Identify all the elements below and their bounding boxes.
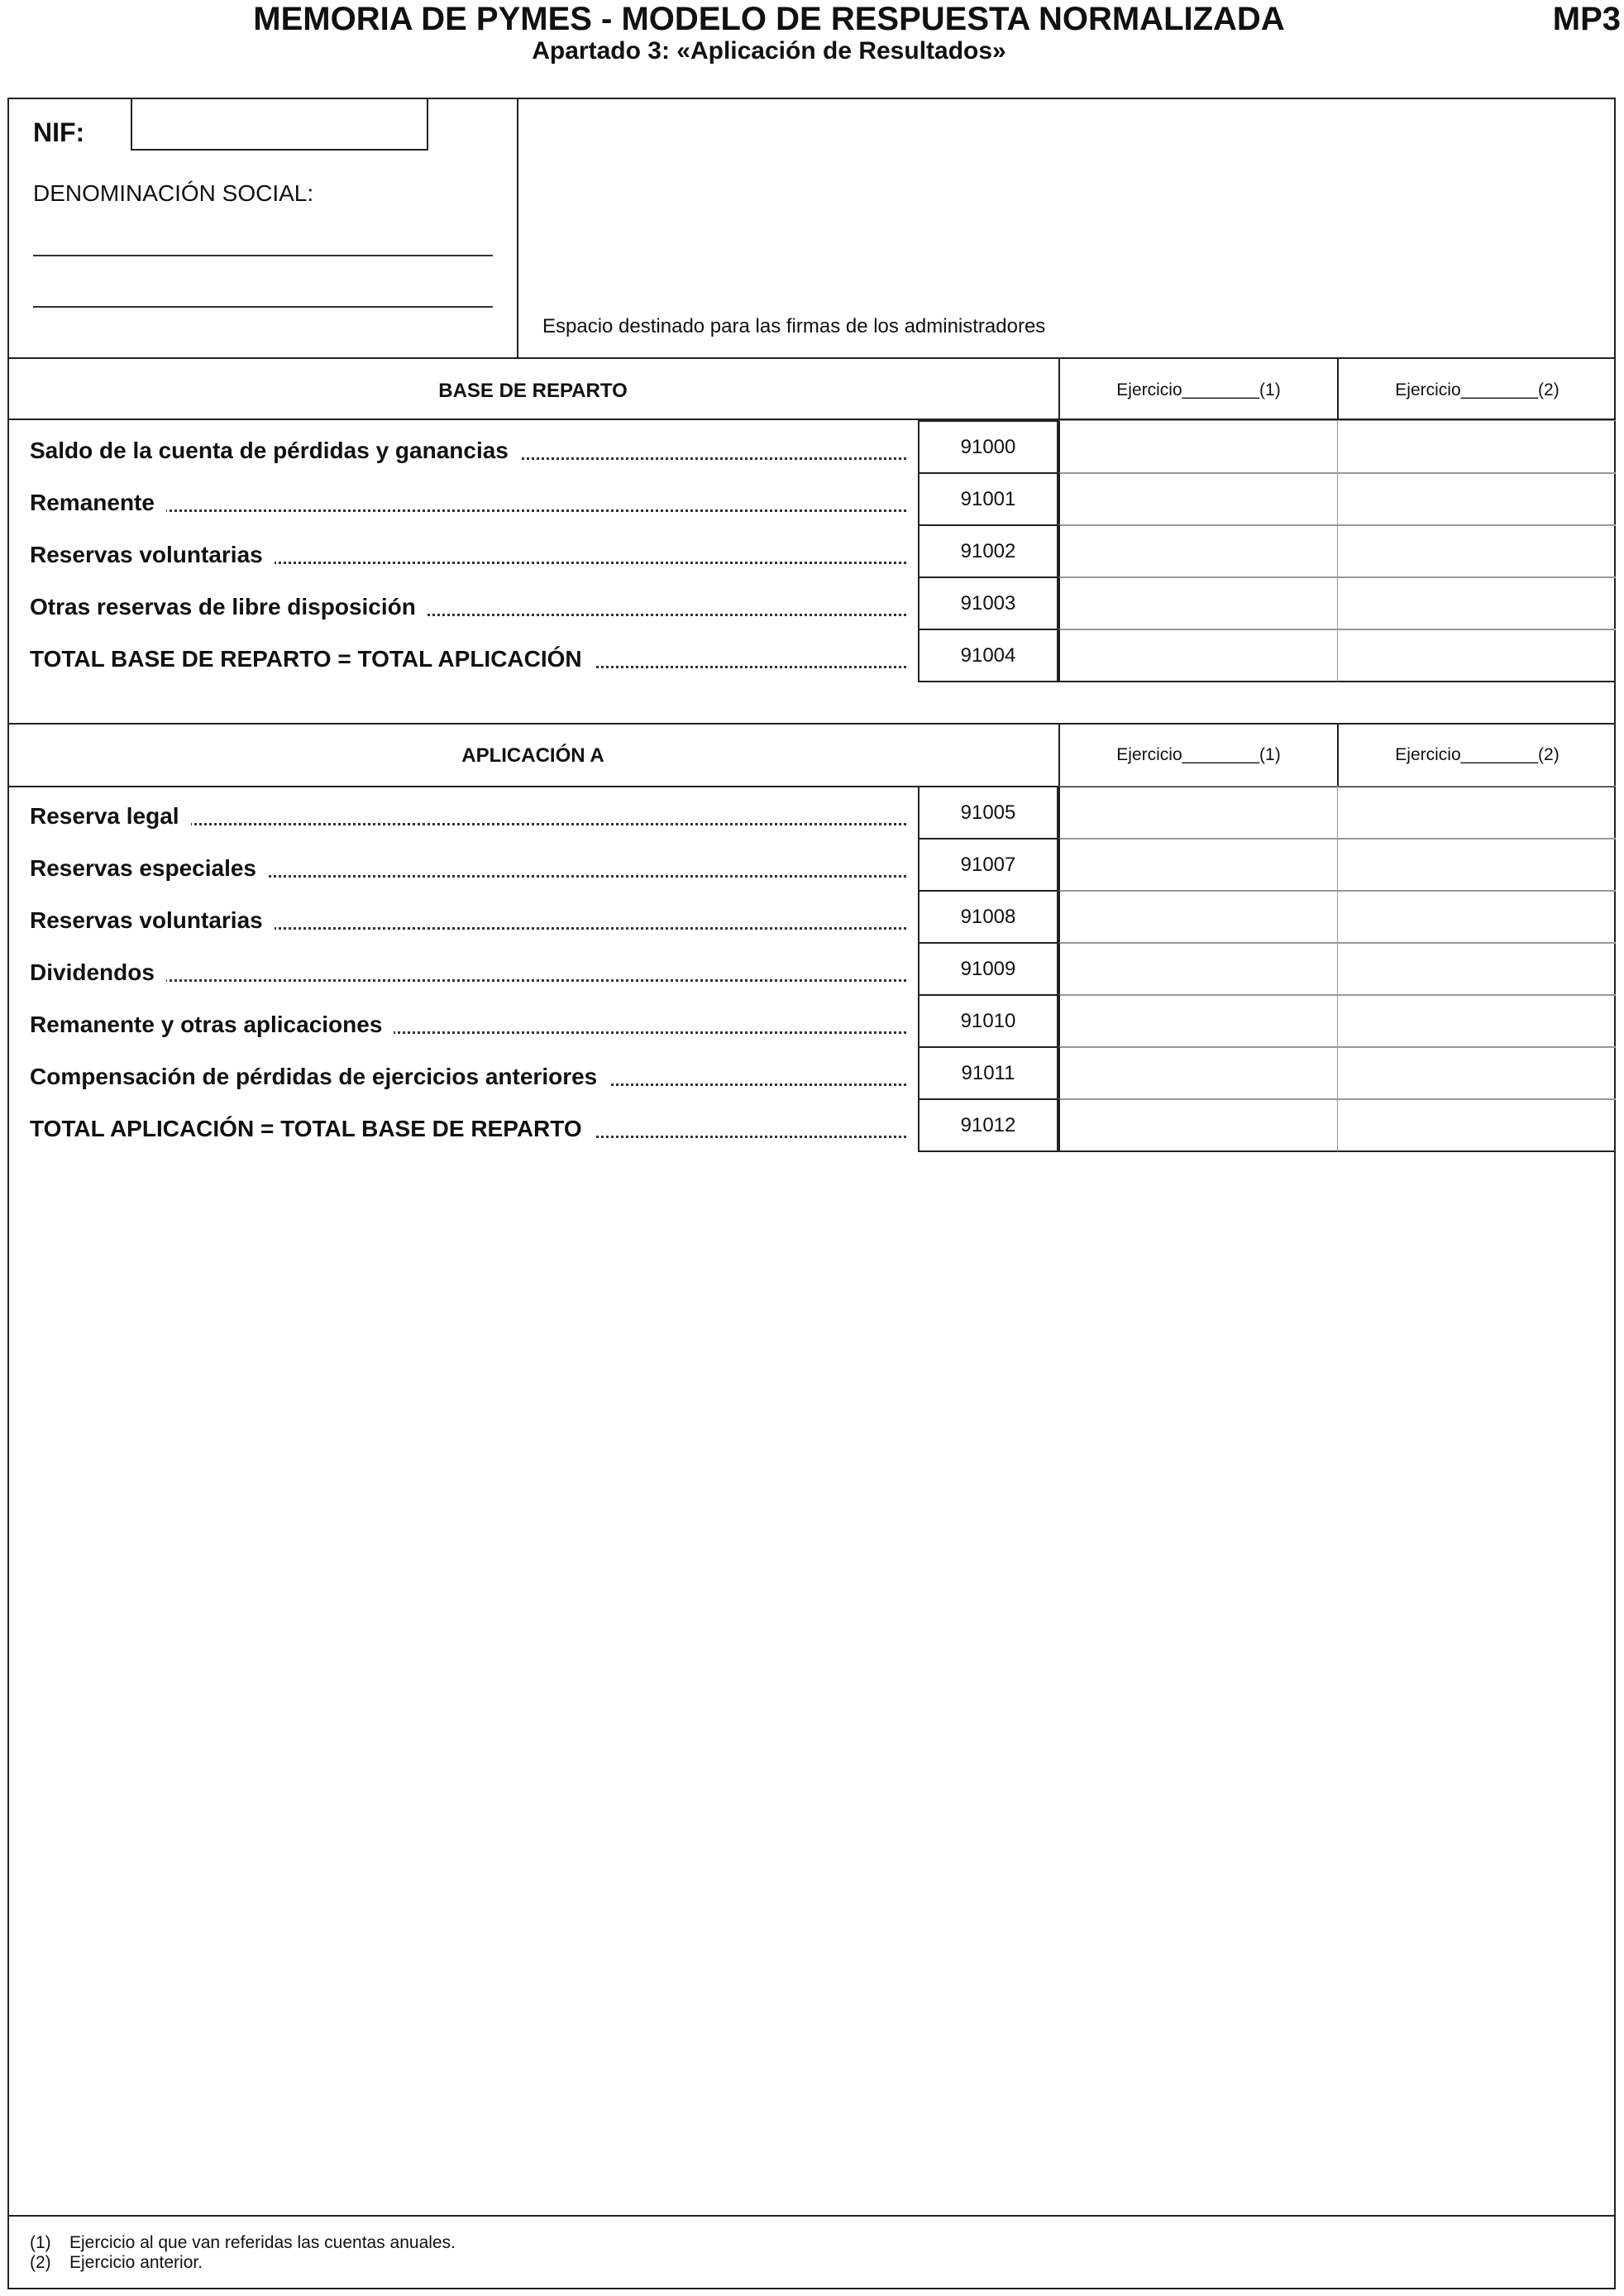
base-row-label	[30, 645, 906, 673]
aplic-row-label-text: Reservas especiales	[30, 855, 268, 881]
base-row-code: 91000	[918, 420, 1058, 474]
aplic-row-label-text: Remanente y otras aplicaciones	[30, 1012, 394, 1037]
base-value-cell-ejercicio-2[interactable]	[1337, 472, 1616, 526]
footnote-2-text: Ejercicio anterior.	[69, 2253, 203, 2272]
aplic-value-cell-ejercicio-2[interactable]	[1337, 786, 1616, 839]
aplic-value-cell-ejercicio-1[interactable]	[1058, 1098, 1337, 1152]
aplic-col-ejercicio-2: Ejercicio________(2)	[1395, 745, 1560, 764]
aplic-row-label-text: TOTAL APLICACIÓN = TOTAL BASE DE REPARTO	[30, 1116, 594, 1141]
aplic-value-cell-ejercicio-1[interactable]	[1058, 838, 1337, 892]
aplic-value-cell-ejercicio-1[interactable]	[1058, 994, 1337, 1048]
footnote-1-text: Ejercicio al que van referidas las cuentas anuales.	[69, 2233, 456, 2252]
aplic-row-label	[30, 854, 906, 883]
base-row-label	[30, 541, 906, 569]
footnote-border	[7, 2215, 1616, 2217]
aplic-row-code: 91007	[918, 838, 1058, 892]
aplic-value-cell-ejercicio-1[interactable]	[1058, 1046, 1337, 1100]
aplic-value-cell-ejercicio-1[interactable]	[1058, 942, 1337, 996]
aplic-row-code: 91012	[918, 1098, 1058, 1152]
base-value-cell-ejercicio-2[interactable]	[1337, 524, 1616, 578]
aplic-value-cell-ejercicio-1[interactable]	[1058, 786, 1337, 839]
company-name-line-2[interactable]	[33, 306, 493, 308]
base-row-label	[30, 489, 906, 517]
company-name-label: DENOMINACIÓN SOCIAL:	[33, 180, 314, 206]
aplic-value-cell-ejercicio-2[interactable]	[1337, 994, 1616, 1048]
aplic-row-label-text: Compensación de pérdidas de ejercicios anteriores	[30, 1064, 609, 1089]
aplic-row-label	[30, 1011, 906, 1039]
footnote-1	[30, 2233, 456, 2253]
aplic-row-label-text: Dividendos	[30, 959, 166, 985]
base-value-cell-ejercicio-1[interactable]	[1058, 629, 1337, 682]
base-value-cell-ejercicio-1[interactable]	[1058, 472, 1337, 526]
id-bottom-border	[7, 357, 1616, 359]
base-row-label	[30, 437, 906, 465]
base-reparto-title: BASE DE REPARTO	[438, 380, 628, 402]
aplic-value-cell-ejercicio-2[interactable]	[1337, 942, 1616, 996]
base-value-cell-ejercicio-2[interactable]	[1337, 629, 1616, 682]
base-row-code: 91002	[918, 524, 1058, 578]
aplic-value-cell-ejercicio-2[interactable]	[1337, 838, 1616, 892]
base-row-code: 91004	[918, 629, 1058, 682]
aplic-row-label	[30, 1063, 906, 1091]
base-value-cell-ejercicio-2[interactable]	[1337, 576, 1616, 630]
base-value-cell-ejercicio-1[interactable]	[1058, 420, 1337, 474]
aplic-row-label	[30, 1115, 906, 1143]
footnote-2-number: (2)	[30, 2253, 51, 2272]
base-row-code: 91001	[918, 472, 1058, 526]
aplic-row-code: 91008	[918, 890, 1058, 944]
nif-field[interactable]	[131, 98, 428, 151]
aplic-row-code: 91009	[918, 942, 1058, 996]
id-divider	[517, 98, 518, 359]
footnote-1-number: (1)	[30, 2233, 51, 2252]
base-value-cell-ejercicio-1[interactable]	[1058, 576, 1337, 630]
signature-area-note: Espacio destinado para las firmas de los administradores	[542, 315, 1046, 337]
aplic-value-cell-ejercicio-1[interactable]	[1058, 890, 1337, 944]
aplic-value-cell-ejercicio-2[interactable]	[1337, 1046, 1616, 1100]
base-row-label-text: Otras reservas de libre disposición	[30, 594, 427, 619]
base-value-cell-ejercicio-2[interactable]	[1337, 420, 1616, 474]
base-row-label	[30, 593, 906, 621]
document-title: MEMORIA DE PYMES - MODELO DE RESPUESTA NORMALIZADA	[253, 1, 1285, 37]
aplic-row-label	[30, 802, 906, 830]
base-row-code: 91003	[918, 576, 1058, 630]
base-col-ejercicio-2: Ejercicio________(2)	[1395, 380, 1560, 399]
base-row-label-text: Reservas voluntarias	[30, 542, 275, 567]
aplic-row-code: 91011	[918, 1046, 1058, 1100]
document-subtitle: Apartado 3: «Aplicación de Resultados»	[532, 37, 1006, 65]
aplic-row-code: 91005	[918, 786, 1058, 839]
nif-label: NIF:	[33, 117, 85, 147]
base-row-label-text: TOTAL BASE DE REPARTO = TOTAL APLICACIÓN	[30, 646, 594, 672]
aplic-row-label-text: Reservas voluntarias	[30, 907, 275, 933]
base-row-label-text: Remanente	[30, 490, 166, 515]
aplic-value-cell-ejercicio-2[interactable]	[1337, 1098, 1616, 1152]
aplic-row-label-text: Reserva legal	[30, 803, 191, 829]
aplic-row-label	[30, 959, 906, 987]
aplic-col-ejercicio-1: Ejercicio________(1)	[1116, 745, 1281, 764]
aplicacion-title: APLICACIÓN A	[461, 744, 604, 767]
base-row-label-text: Saldo de la cuenta de pérdidas y ganancias	[30, 438, 520, 463]
company-name-line-1[interactable]	[33, 255, 493, 256]
base-value-cell-ejercicio-1[interactable]	[1058, 524, 1337, 578]
form-code: MP3	[1552, 1, 1621, 37]
aplic-value-cell-ejercicio-2[interactable]	[1337, 890, 1616, 944]
base-col-ejercicio-1: Ejercicio________(1)	[1116, 380, 1281, 399]
footnote-2	[30, 2253, 203, 2273]
aplic-header-top	[7, 723, 1616, 725]
aplic-row-code: 91010	[918, 994, 1058, 1048]
aplic-row-label	[30, 906, 906, 935]
